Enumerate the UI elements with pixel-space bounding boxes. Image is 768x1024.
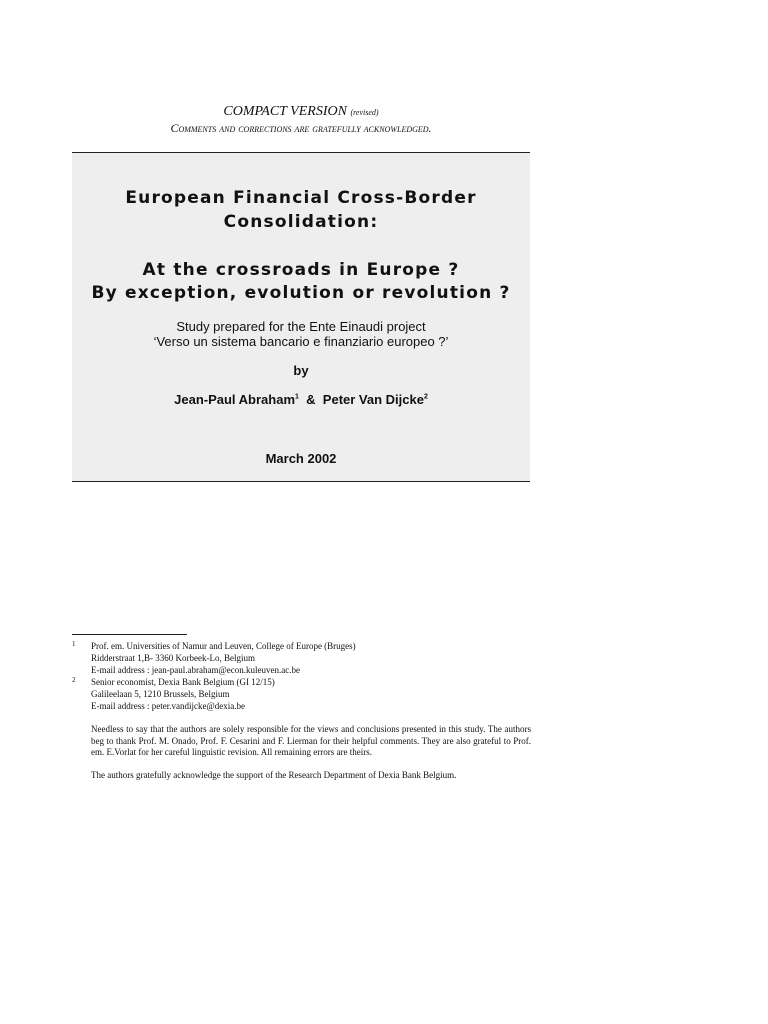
subtitle-line-1: At the crossroads in Europe ? (142, 260, 460, 280)
study-line-2: ‘Verso un sistema bancario e finanziario europeo ?’ (153, 334, 449, 349)
author-2: Peter Van Dijcke (322, 392, 424, 407)
footnote-1-line-2: Ridderstraat 1,B- 3360 Korbeek-Lo, Belgium (91, 653, 255, 663)
title-line-2: Consolidation: (223, 212, 379, 232)
study-line-1: Study prepared for the Ente Einaudi project (176, 319, 426, 334)
footnote-2-number: 2 (72, 676, 76, 684)
support-acknowledgement: The authors gratefully acknowledge the support of the Research Department of Dexia Bank Belgium. (91, 770, 457, 780)
subtitle-line-2: By exception, evolution or revolution ? (91, 283, 511, 303)
comments-note: Comments and corrections are gratefully acknowledged. (170, 121, 432, 135)
title-line-1: European Financial Cross-Border (125, 188, 477, 208)
acknowledgement-paragraph: Needless to say that the authors are solely responsible for the views and conclusions presented in this study. The authors beg to thank Prof. M. Onado, Prof. F. Cesarini and F. Lierman for their helpful comments. They are also grateful to Prof. em. E.Vorlat for her careful linguistic revision. All remaining errors are theirs. (91, 724, 531, 757)
footnote-2-email[interactable]: E-mail address : peter.vandijcke@dexia.be (91, 701, 245, 711)
compact-version-text: COMPACT VERSION (223, 104, 347, 119)
footnote-2-line-2: Galileelaan 5, 1210 Brussels, Belgium (91, 689, 230, 699)
footnote-2-line-1: Senior economist, Dexia Bank Belgium (GI 12/15) (91, 677, 275, 687)
footnote-1-number: 1 (72, 640, 76, 648)
date: March 2002 (265, 451, 337, 466)
footnote-separator (72, 634, 187, 635)
by-label: by (293, 363, 309, 378)
author-1: Jean-Paul Abraham (174, 392, 296, 407)
footnote-1-email[interactable]: E-mail address : jean-paul.abraham@econ.kuleuven.ac.be (91, 665, 300, 675)
revised-note: (revised) (350, 108, 379, 117)
authors-line (72, 392, 530, 408)
footnote-1-line-1: Prof. em. Universities of Namur and Leuven, College of Europe (Bruges) (91, 641, 356, 651)
author-2-footnote-ref[interactable]: 2 (423, 393, 428, 401)
title-block (72, 152, 530, 482)
author-1-footnote-ref[interactable]: 1 (295, 393, 299, 401)
author-separator: & (306, 392, 316, 407)
